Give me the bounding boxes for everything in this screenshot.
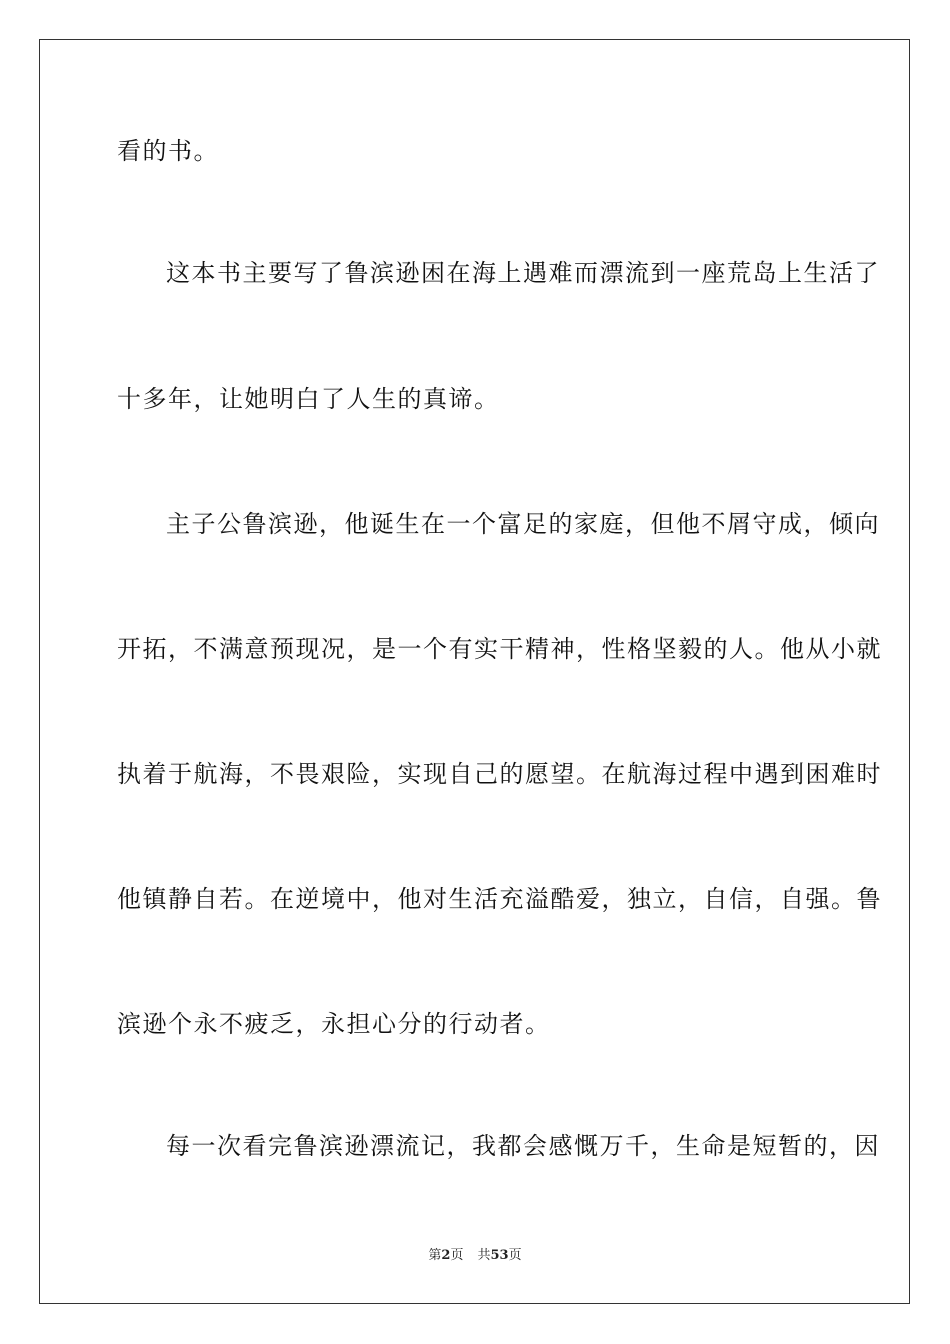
total-suffix: 页: [508, 1248, 522, 1263]
page-suffix: 页: [450, 1248, 464, 1263]
text-line: 看的书。: [117, 137, 219, 165]
text-line: 他镇静自若。在逆境中，他对生活充溢酷爱，独立，自信，自强。鲁: [117, 885, 882, 913]
text-line: 开拓，不满意预现况，是一个有实干精神，性格坚毅的人。他从小就: [117, 635, 882, 663]
paragraph-start-line: 主子公鲁滨逊，他诞生在一个富足的家庭，但他不屑守成，倾向: [166, 510, 880, 538]
text-line: 滨逊个永不疲乏，永担心分的行动者。: [117, 1010, 551, 1038]
total-prefix: 共: [477, 1248, 491, 1263]
paragraph-start-line: 这本书主要写了鲁滨逊困在海上遇难而漂流到一座荒岛上生活了: [166, 259, 880, 287]
text-line: 执着于航海，不畏艰险，实现自己的愿望。在航海过程中遇到困难时: [117, 760, 882, 788]
total-pages: 53: [490, 1248, 509, 1263]
page-prefix: 第: [428, 1248, 442, 1263]
paragraph-start-line: 每一次看完鲁滨逊漂流记，我都会感慨万千，生命是短暂的，因: [166, 1132, 880, 1160]
text-line: 十多年，让她明白了人生的真谛。: [117, 385, 500, 413]
page-number: 2: [441, 1248, 451, 1263]
page-footer: [0, 1248, 950, 1264]
page-border: [39, 39, 910, 1304]
